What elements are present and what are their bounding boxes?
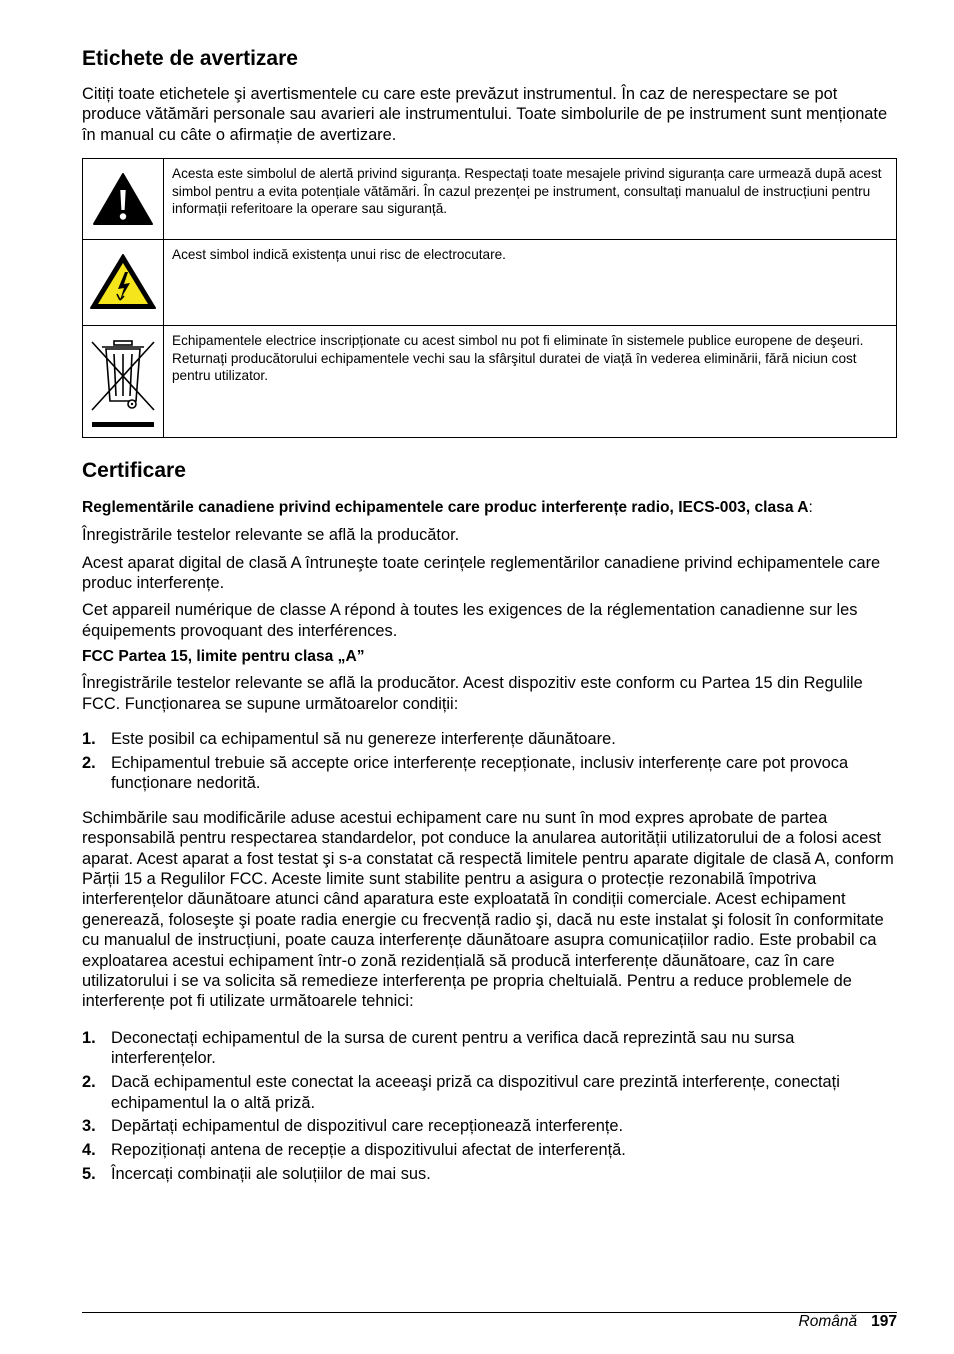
icon-cell [83,326,164,438]
list-text: Este posibil ca echipamentul să nu genereze interferențe dăunătoare. [111,730,616,749]
list-text: Dacă echipamentul este conectat la aceeaşi priză ca dispozitivul care prezintă interferențe, conectați echipamentul la o altă priză. [111,1073,840,1112]
icon-cell [83,159,164,240]
section-title-certification: Certificare [82,459,186,483]
table-row [83,159,897,240]
icon-cell [83,240,164,326]
section-title-warning-labels: Etichete de avertizare [82,47,298,70]
footer-right [799,1313,897,1331]
table-row [83,240,897,326]
list-text: Depărtați echipamentul de dispozitivul care recepționează interferențe. [111,1117,624,1136]
techniques-list [82,1028,897,1185]
list-number: 2. [82,753,96,772]
content [82,46,897,1188]
list-item [82,729,897,749]
list-text: Repoziționați antena de recepție a dispozitivului afectat de interferență. [111,1141,626,1160]
list-number: 2. [82,1073,96,1092]
list-number: 5. [82,1165,96,1184]
warning-text-cell: Acest simbol indică existența unui risc de electrocutare. [164,240,897,326]
general-warning-icon [92,172,154,226]
list-item [82,1028,897,1069]
canada-heading-suffix: : [808,499,813,517]
list-text: Încercați combinații ale soluțiilor de mai sus. [111,1165,431,1184]
paragraph: Cet appareil numérique de classe A répond à toutes les exigences de la réglementation canadienne sur les équipements provoquant des interférences. [82,601,858,640]
list-number: 4. [82,1141,96,1160]
paragraph: Acest aparat digital de clasă A întruneşte toate cerințele reglementărilor canadiene privind echipamentele care produc interferențe. [82,553,881,593]
list-number: 1. [82,1028,96,1047]
warning-text-cell: Acesta este simbolul de alertă privind siguranța. Respectați toate mesajele privind siguranța care urmează după acest simbol pentru a evita potențiale vătămări. În cazul prezenței pe instrument, consultați manualul de instrucțiuni pentru informații referitoare la operare sau siguranță. [164,159,897,240]
warning-labels-intro: Citiți toate etichetele şi avertismentele cu care este prevăzut instrumentul. În caz de nerespectare se pot produce vătămări personale sau avarieri ale instrumentului. Toate simbolurile de pe instrument sunt menționate în manual cu câte o afirmație de avertizare. [82,85,888,144]
fcc-heading: FCC Partea 15, limite pentru clasa „A” [82,648,365,666]
table-row [83,326,897,438]
list-text: Deconectați echipamentul de la sursa de curent pentru a verifica dacă reprezintă sau nu sursa interferențelor. [111,1028,795,1068]
warning-text-cell: Echipamentele electrice inscripționate cu acest simbol nu pot fi eliminate în sistemele publice europene de deşeuri. Returnați producătorului echipamentele vechi sau la sfârşitul duratei de viață în vederea eliminării, fără niciun cost pentru utilizator. [164,326,897,438]
list-item [82,1072,897,1113]
page-footer [82,1312,897,1330]
paragraph: Înregistrările testelor relevante se află la producător. [82,526,460,545]
list-item [82,1164,897,1184]
list-number: 1. [82,730,96,749]
list-item [82,753,897,794]
canada-regulation-heading [82,498,897,518]
list-text: Echipamentul trebuie să accepte orice interferențe recepționate, inclusiv interferențe care pot provoca funcționare nedorită. [111,753,849,793]
list-item [82,1140,897,1160]
weee-crossed-bin-icon [88,338,158,430]
paragraph: Schimbările sau modificările aduse acestui echipament care nu sunt în mod expres aprobate de partea responsabilă pentru respectarea standardelor, pot conduce la anularea autorității utilizatorului de a folosi acest aparat. Acest aparat a fost testat şi s-a constatat că respectă limitele pentru aparate digitale de clasă A, conform Părții 15 a Regulilor FCC. Aceste limite sunt stabilite pentru a asigura o protecție rezonabilă împotriva interferențelor dăunătoare atunci când aparatura este exploatată în condiții comerciale. Acest echipament generează, foloseşte şi poate radia energie cu frecvență radio şi, dacă nu este instalat şi folosit în conformitate cu manualul de instrucțiuni, poate cauza interferențe dăunătoare asupra comunicațiilor radio. Este probabil ca exploatarea acestui echipament într-o zonă rezidențială să producă interferențe dăunătoare, caz în care utilizatorului i se va solicita să remedieze interferența pe propria cheltuială. Pentru a reduce problemele de interferențe pot fi utilizate următoarele tehnici: [82,808,894,1011]
paragraph: Înregistrările testelor relevante se află la producător. Acest dispozitiv este conform cu Partea 15 din Regulile FCC. Funcționarea se supune următoarelor condiții: [82,674,863,713]
list-item [82,1116,897,1136]
electric-shock-icon [89,252,157,310]
canada-heading-text: Reglementările canadiene privind echipamentele care produc interferențe radio, IECS-003, clasa A [82,499,809,517]
warning-symbols-table [82,158,897,438]
page-number: 197 [871,1313,897,1330]
list-number: 3. [82,1117,96,1136]
footer-language: Română [798,1313,858,1330]
conditions-list [82,729,897,794]
